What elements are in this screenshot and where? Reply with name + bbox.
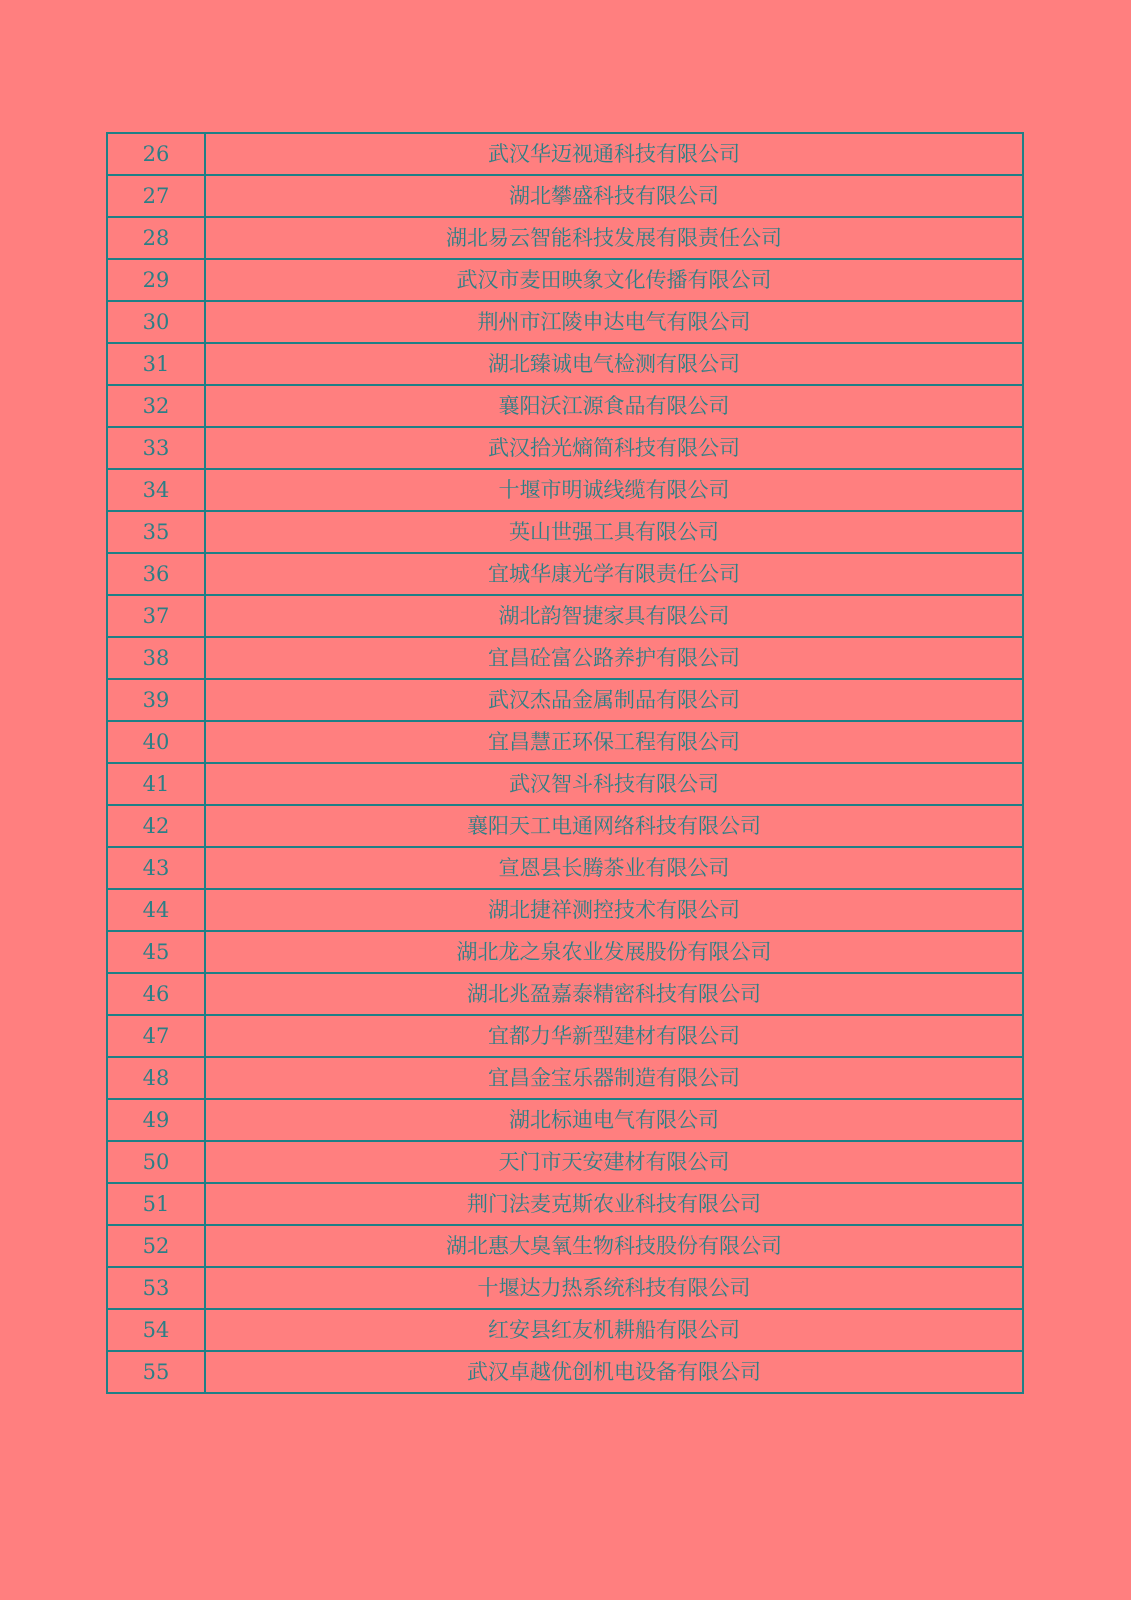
table-row <box>107 805 1023 847</box>
company-name-cell: 湖北兆盈嘉泰精密科技有限公司 <box>205 973 1023 1015</box>
row-number-cell: 36 <box>107 553 205 595</box>
row-number-cell: 35 <box>107 511 205 553</box>
table-row <box>107 847 1023 889</box>
company-name-cell: 十堰达力热系统科技有限公司 <box>205 1267 1023 1309</box>
row-number-cell: 26 <box>107 133 205 175</box>
table-row <box>107 637 1023 679</box>
row-number-cell: 42 <box>107 805 205 847</box>
company-name-cell: 湖北龙之泉农业发展股份有限公司 <box>205 931 1023 973</box>
company-name-cell: 湖北易云智能科技发展有限责任公司 <box>205 217 1023 259</box>
table-row <box>107 175 1023 217</box>
company-name-cell: 武汉卓越优创机电设备有限公司 <box>205 1351 1023 1393</box>
row-number-cell: 34 <box>107 469 205 511</box>
company-name-cell: 宜城华康光学有限责任公司 <box>205 553 1023 595</box>
company-name-cell: 湖北臻诚电气检测有限公司 <box>205 343 1023 385</box>
row-number-cell: 32 <box>107 385 205 427</box>
row-number-cell: 38 <box>107 637 205 679</box>
row-number-cell: 51 <box>107 1183 205 1225</box>
row-number-cell: 49 <box>107 1099 205 1141</box>
row-number-cell: 39 <box>107 679 205 721</box>
row-number-cell: 54 <box>107 1309 205 1351</box>
company-name-cell: 湖北标迪电气有限公司 <box>205 1099 1023 1141</box>
company-name-cell: 宜昌金宝乐器制造有限公司 <box>205 1057 1023 1099</box>
table-row <box>107 1099 1023 1141</box>
table-row <box>107 511 1023 553</box>
row-number-cell: 48 <box>107 1057 205 1099</box>
table-row <box>107 1309 1023 1351</box>
row-number-cell: 46 <box>107 973 205 1015</box>
table-row <box>107 679 1023 721</box>
table-row <box>107 1351 1023 1393</box>
table-row <box>107 1183 1023 1225</box>
row-number-cell: 37 <box>107 595 205 637</box>
row-number-cell: 30 <box>107 301 205 343</box>
table-row <box>107 973 1023 1015</box>
company-name-cell: 十堰市明诚线缆有限公司 <box>205 469 1023 511</box>
company-name-cell: 武汉杰品金属制品有限公司 <box>205 679 1023 721</box>
company-list-table <box>106 132 1024 1394</box>
row-number-cell: 41 <box>107 763 205 805</box>
row-number-cell: 50 <box>107 1141 205 1183</box>
table-row <box>107 1225 1023 1267</box>
company-name-cell: 湖北韵智捷家具有限公司 <box>205 595 1023 637</box>
company-name-cell: 宣恩县长腾茶业有限公司 <box>205 847 1023 889</box>
row-number-cell: 29 <box>107 259 205 301</box>
table-row <box>107 889 1023 931</box>
company-name-cell: 宜都力华新型建材有限公司 <box>205 1015 1023 1057</box>
row-number-cell: 52 <box>107 1225 205 1267</box>
table-row <box>107 427 1023 469</box>
table-row <box>107 385 1023 427</box>
row-number-cell: 44 <box>107 889 205 931</box>
table-row <box>107 721 1023 763</box>
table-row <box>107 1057 1023 1099</box>
company-name-cell: 湖北惠大臭氧生物科技股份有限公司 <box>205 1225 1023 1267</box>
company-name-cell: 武汉智斗科技有限公司 <box>205 763 1023 805</box>
company-name-cell: 英山世强工具有限公司 <box>205 511 1023 553</box>
table-row <box>107 595 1023 637</box>
row-number-cell: 40 <box>107 721 205 763</box>
row-number-cell: 45 <box>107 931 205 973</box>
row-number-cell: 43 <box>107 847 205 889</box>
table-row <box>107 553 1023 595</box>
company-name-cell: 武汉市麦田映象文化传播有限公司 <box>205 259 1023 301</box>
row-number-cell: 55 <box>107 1351 205 1393</box>
table-row <box>107 301 1023 343</box>
company-name-cell: 红安县红友机耕船有限公司 <box>205 1309 1023 1351</box>
company-name-cell: 天门市天安建材有限公司 <box>205 1141 1023 1183</box>
table-row <box>107 1141 1023 1183</box>
table-row <box>107 133 1023 175</box>
table-row <box>107 217 1023 259</box>
table-row <box>107 469 1023 511</box>
company-name-cell: 荆州市江陵申达电气有限公司 <box>205 301 1023 343</box>
table-row <box>107 1267 1023 1309</box>
table-row <box>107 931 1023 973</box>
table-row <box>107 343 1023 385</box>
company-name-cell: 湖北攀盛科技有限公司 <box>205 175 1023 217</box>
company-name-cell: 襄阳天工电通网络科技有限公司 <box>205 805 1023 847</box>
company-name-cell: 湖北捷祥测控技术有限公司 <box>205 889 1023 931</box>
row-number-cell: 47 <box>107 1015 205 1057</box>
company-name-cell: 武汉拾光熵简科技有限公司 <box>205 427 1023 469</box>
company-name-cell: 宜昌砼富公路养护有限公司 <box>205 637 1023 679</box>
company-name-cell: 宜昌慧正环保工程有限公司 <box>205 721 1023 763</box>
table-row <box>107 763 1023 805</box>
table-body <box>107 133 1023 1393</box>
row-number-cell: 53 <box>107 1267 205 1309</box>
table-row <box>107 259 1023 301</box>
row-number-cell: 31 <box>107 343 205 385</box>
company-name-cell: 襄阳沃江源食品有限公司 <box>205 385 1023 427</box>
company-name-cell: 武汉华迈视通科技有限公司 <box>205 133 1023 175</box>
row-number-cell: 28 <box>107 217 205 259</box>
row-number-cell: 33 <box>107 427 205 469</box>
table-row <box>107 1015 1023 1057</box>
row-number-cell: 27 <box>107 175 205 217</box>
company-name-cell: 荆门法麦克斯农业科技有限公司 <box>205 1183 1023 1225</box>
